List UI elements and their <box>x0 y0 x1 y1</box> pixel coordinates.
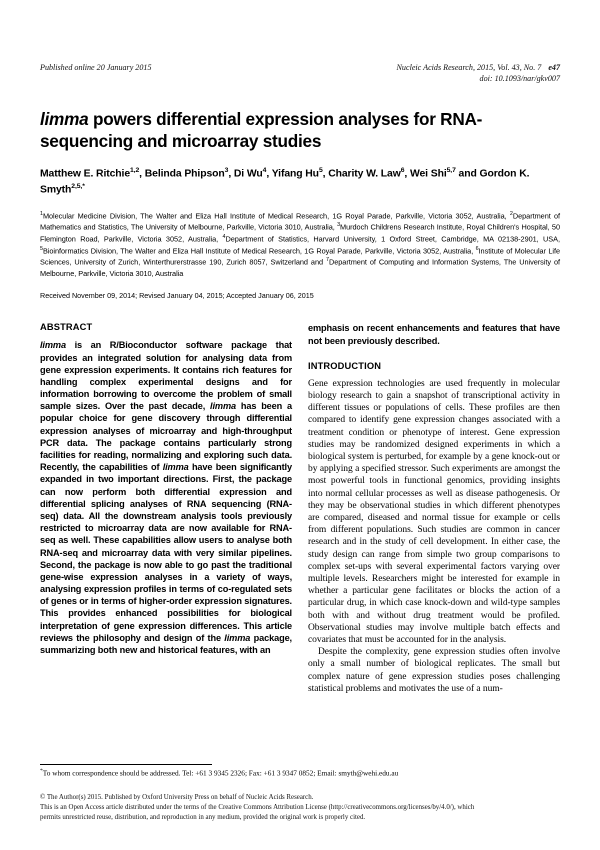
journal-citation: Nucleic Acids Research, 2015, Vol. 43, No. 7 <box>396 63 542 72</box>
affil-marker: 3 <box>337 222 341 229</box>
body-columns <box>40 322 560 695</box>
footnote-divider <box>40 764 212 765</box>
abstract-text-continued: emphasis on recent enhancements and features that have not been previously described. <box>308 323 560 346</box>
affil-marker: 1 <box>40 210 43 217</box>
introduction-text <box>308 378 560 695</box>
right-column <box>308 322 560 695</box>
footnote-zone <box>40 764 560 778</box>
copyright-line-1: © The Author(s) 2015. Published by Oxford University Press on behalf of Nucleic Acids Research. <box>40 794 314 802</box>
author-affil-marker: 1,2 <box>130 167 140 175</box>
copyright-block <box>40 793 560 823</box>
introduction-heading: INTRODUCTION <box>308 360 382 371</box>
footnote-marker: * <box>40 767 43 774</box>
title-rest: powers differential expression analyses for RNA-sequencing and microarray studies <box>40 108 483 151</box>
affil-marker: 6 <box>475 245 479 252</box>
author-affil-marker: 6 <box>400 167 405 175</box>
affiliations: $^1$Molecular Medicine Division, The Walter and Eliza Hall Institute of Medical Research, 1G Royal Parade, Parkville, Victoria 3052, Australia, $^2$Department of Mathematics and Statistics, The University of Melbourne, Parkville, Victoria 3010, Australia, $^3$Murdoch Childrens Research Institute, Royal Children's Hospital, 50 Flemington Road, Parkville, Victoria 3052, Australia, $^4$Department of Statistics, Harvard University, 1 Oxford Street, Cambridge, MA 02138-2901, USA, $^5$Bioinformatics Division, The Walter and Eliza Hall Institute of Medical Research, 1G Royal Parade, Parkville, Victoria 3052, Australia, $^6$Institute of Molecular Life Sciences, University of Zurich, Winterthurerstrasse 190, Zurich 8057, Switzerland and $^7$Department of Computing and Information Systems, The University of Melbourne, Parkville, Victoria 3010, Australia <box>40 210 561 279</box>
affil-marker: 7 <box>326 257 329 264</box>
article-history: Received November 09, 2014; Revised January 04, 2015; Accepted January 06, 2015 <box>40 291 314 301</box>
article-number: e47 <box>548 63 560 72</box>
affil-marker: 2 <box>509 210 513 217</box>
introduction-paragraph: Gene expression technologies are used frequently in molecular biology research to gain a snapshot of transcriptional activity in different tissues or populations of cells. These profiles are then compared to identify gene expression changes associated with a treatment condition or phenotype of interest. Gene expression studies may be randomized designed experiments in which a biological system is perturbed, for example by a gene knock-out or by applying a specified stressor. Such experiments are amongst the most powerful tools in functional genomics, providing insights into normal cellular processes as well as disease pathogenesis. Or they may be observational studies in which different phenotypes are compared, diseased and normal tissue for example or cells from different populations. Such studies are common in cancer research and in the study of cell development. In either case, the study design can range from simple two group comparisons to complex set-ups with several experimental factors varying over multiple levels. Researchers might be interested for example in whether a particular gene facilitates or blocks the action of a particular drug, in which case knock-down and wild-type samples both with and without drug treatment would be profiled. Observational studies may involve multiple batch effects and covariates that must be accounted for in the analysis. <box>308 378 560 645</box>
title-emphasis: limma <box>40 108 89 129</box>
doi: doi: 10.1093/nar/gkv007 <box>479 73 560 83</box>
left-column <box>40 322 292 695</box>
correspondence-footnote <box>40 768 560 778</box>
affil-marker: 4 <box>222 234 226 240</box>
affil-marker: 5 <box>40 245 43 252</box>
page-title <box>40 109 560 152</box>
correspondence-text: To whom correspondence should be addressed. Tel: +61 3 9345 2326; Fax: +61 3 9347 0852; Email: smyth@wehi.edu.au <box>42 768 399 778</box>
running-head <box>40 0 560 85</box>
copyright-line-3: permits unrestricted reuse, distribution, and reproduction in any medium, provided the original work is properly cited. <box>40 814 366 822</box>
author-affil-marker: 3 <box>224 167 229 175</box>
author-affil-marker: 5,7 <box>446 167 456 175</box>
author-list: Matthew E. Ritchie$^{1,2}$, Belinda Phipson$^3$, Di Wu$^4$, Yifang Hu$^5$, Charity W. Law$^6$, Wei Shi$^{5,7}$ and Gordon K. Smyth$^{2,5,*}$ <box>40 167 530 196</box>
copyright-line-2: This is an Open Access article distributed under the terms of the Creative Commons Attribution License (http://creativecommons.org/licenses/by/4.0/), which <box>40 804 475 812</box>
abstract-heading: ABSTRACT <box>40 322 93 333</box>
introduction-paragraph: Despite the complexity, gene expression studies often involve only a small number of biological replicates. The small but complex nature of gene expression studies poses challenging statistical problems and motivates the use of a num- <box>308 647 560 694</box>
author-affil-marker: 4 <box>262 167 267 175</box>
journal-citation-block <box>397 63 560 85</box>
author-affil-marker: 2,5,* <box>71 183 85 191</box>
abstract-text: limma is an R/Bioconductor software package that provides an integrated solution for analysing data from gene expression experiments. It contains rich features for handling complex experimental designs and for information borrowing to overcome the problem of small sample sizes. Over the past decade, limma has been a popular choice for gene discovery through differential expression analyses of microarray and high-throughput PCR data. The package contains particularly strong facilities for reading, normalizing and exploring such data. Recently, the capabilities of limma have been significantly expanded in two important directions. First, the package can now perform both differential expression and differential splicing analyses of RNA sequencing (RNA-seq) data. All the downstream analysis tools previously restricted to microarray data are now available for RNA-seq as well. These capabilities allow users to analyse both RNA-seq and microarray data with very similar pipelines. Second, the package is now able to go past the traditional gene-wise expression analyses in a variety of ways, analysing expression profiles in terms of co-regulated sets of genes or in terms of higher-order expression signatures. This provides enhanced possibilities for biological interpretation of gene expression differences. This article reviews the philosophy and design of the limma package, summarizing both new and historical features, with an <box>40 340 292 656</box>
author-affil-marker: 5 <box>318 167 323 175</box>
published-online-date: Published online 20 January 2015 <box>40 63 152 72</box>
